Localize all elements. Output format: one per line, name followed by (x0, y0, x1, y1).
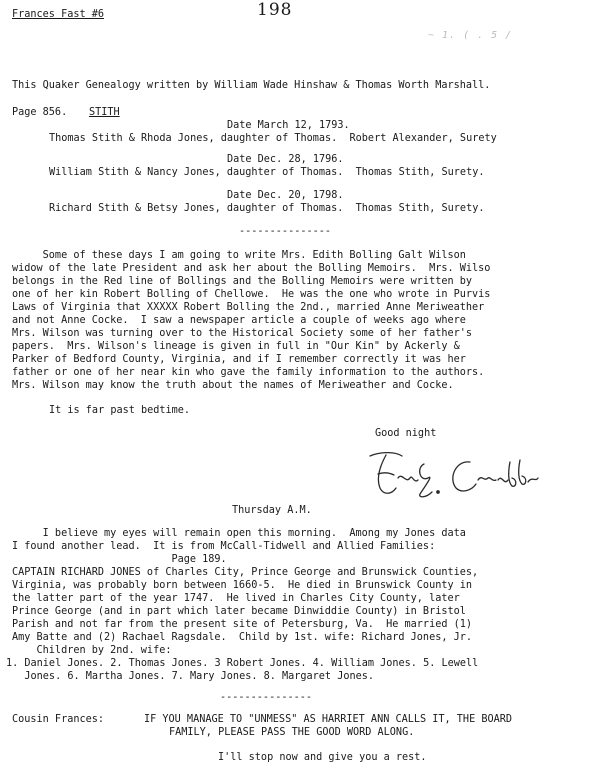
record-entry: William Stith & Nancy Jones, daughter of Thomas. Thomas Stith, Surety. (49, 167, 485, 178)
letter-line: Parker of Bedford County, Virginia, and if I remember correctly it was her (12, 354, 466, 365)
postscript-line: IF YOU MANAGE TO "UNMESS" AS HARRIET ANN CALLS IT, THE BOARD (144, 714, 513, 725)
jones-line: Children by 2nd. wife: (12, 645, 172, 656)
letter-line: Mrs. Wilson may know the truth about the names of Meriweather and Cocke. (12, 380, 454, 391)
closing-line: Good night (375, 428, 437, 439)
letter-line: papers. Mrs. Wilson's lineage is given in full in "Our Kin" by Ackerly & (12, 341, 460, 352)
jones-line: 1. Daniel Jones. 2. Thomas Jones. 3 Robert Jones. 4. William Jones. 5. Lewell (6, 658, 479, 669)
postscript-lead: Cousin Frances: (12, 714, 105, 725)
letter-line: Some of these days I am going to write Mrs. Edith Bolling Galt Wilson (12, 250, 466, 261)
section-surname: STITH (89, 107, 120, 118)
jones-line: Parish and not far from the present site of Petersburg, Va. He married (1) (12, 619, 473, 630)
record-entry: Richard Stith & Betsy Jones, daughter of Thomas. Thomas Stith, Surety. (49, 203, 485, 214)
jones-line: Page 189. (12, 554, 227, 565)
intro-line: This Quaker Genealogy written by William Wade Hinshaw & Thomas Worth Marshall. (12, 80, 491, 91)
postscript-line: I'll stop now and give you a rest. (218, 752, 427, 763)
record-date: Date Dec. 20, 1798. (227, 190, 344, 201)
letter-line: one of her kin Robert Bolling of Chellowe. He was the one who wrote in Purvis (12, 289, 491, 300)
jones-line: I believe my eyes will remain open this morning. Among my Jones data (12, 528, 466, 539)
jones-line: Virginia, was probably born between 1660-5. He died in Brunswick County in (12, 580, 473, 591)
letter-line: and not Anne Cocke. I saw a newspaper article a couple of weeks ago where (12, 315, 466, 326)
bedtime-line: It is far past bedtime. (49, 405, 191, 416)
jones-line: I found another lead. It is from McCall-Tidwell and Allied Families: (12, 541, 436, 552)
section-page: Page 856. (12, 107, 68, 118)
thursday-heading: Thursday A.M. (232, 505, 312, 516)
letter-line: widow of the late President and ask her about the Bolling Memoirs. Mrs. Wilso (12, 263, 491, 274)
jones-line: CAPTAIN RICHARD JONES of Charles City, Prince George and Brunswick Counties, (12, 567, 479, 578)
jones-line: Prince George (and in part which later became Dinwiddie County) in Bristol (12, 606, 466, 617)
letter-line: Laws of Virginia that XXXXX Robert Bolling the 2nd., married Anne Meriweather (12, 302, 485, 313)
document-label: Frances Fast #6 (12, 9, 105, 20)
letter-line: Mrs. Wilson was turning over to the Historical Society some of her father's (12, 328, 473, 339)
record-date: Date March 12, 1793. (227, 120, 350, 131)
postscript-line: FAMILY, PLEASE PASS THE GOOD WORD ALONG. (169, 727, 415, 738)
letter-line: belongs in the Red line of Bollings and the Bolling Memoirs were written by (12, 276, 473, 287)
section-divider: --------------- (220, 692, 313, 703)
letter-line: father or one of her near kin who gave the family information to the authors. (12, 367, 485, 378)
section-divider: --------------- (239, 226, 332, 237)
record-date: Date Dec. 28, 1796. (227, 154, 344, 165)
corner-note: ~ 1. ( . 5 / (428, 30, 513, 41)
record-entry: Thomas Stith & Rhoda Jones, daughter of Thomas. Robert Alexander, Surety (49, 133, 497, 144)
page-number: 198 (257, 0, 293, 20)
jones-line: Amy Batte and (2) Rachael Ragsdale. Child by 1st. wife: Richard Jones, Jr. (12, 632, 473, 643)
jones-line: the latter part of the year 1747. He lived in Charles City County, later (12, 593, 460, 604)
signature (362, 448, 542, 504)
jones-line: Jones. 6. Martha Jones. 7. Mary Jones. 8. Margaret Jones. (6, 671, 375, 682)
